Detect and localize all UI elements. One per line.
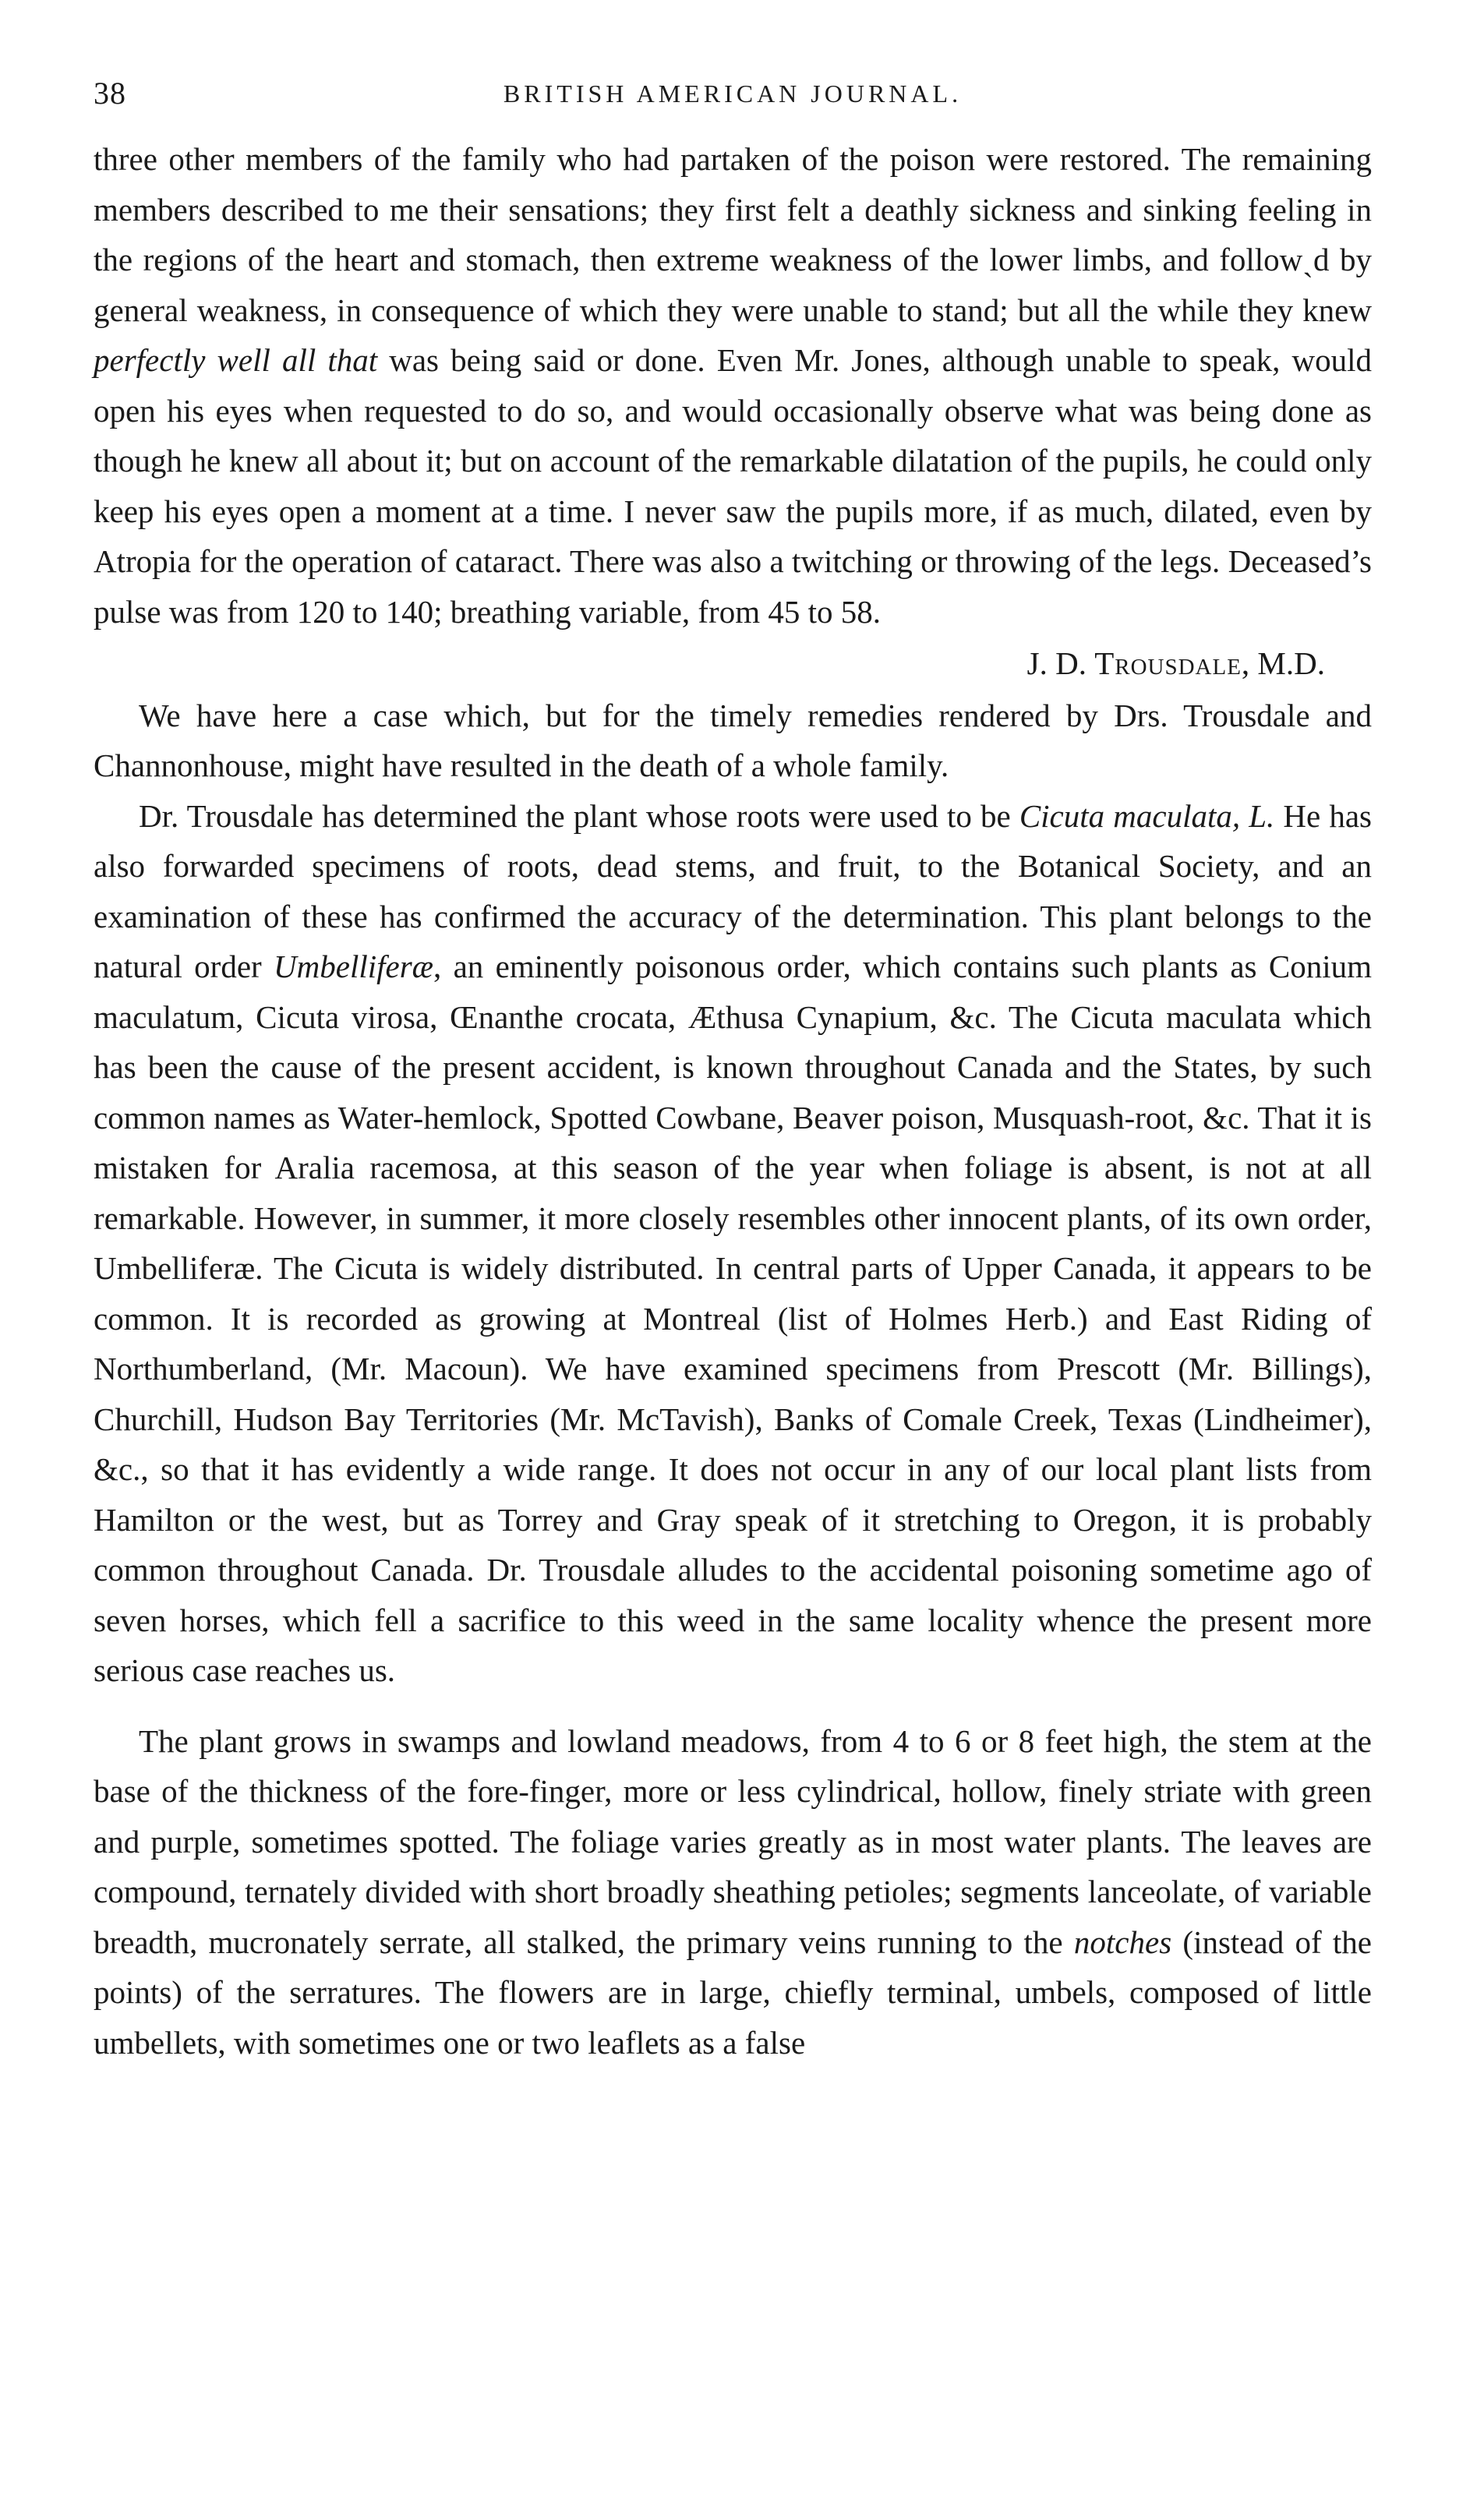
article-body: [94, 134, 1372, 2068]
italic-run: Cicuta maculata, L.: [1019, 797, 1275, 834]
text-run: The plant grows in swamps and lowland meadows, from 4 to 6 or 8 feet high, the stem at the base of the thickness of the fore-finger, more or less cylindrical, hollow, finely striate with green and purple, sometimes spotted. The foliage varies greatly as in most water plants. The leaves are compound, ternately divided with short broadly sheathing petioles; segments lanceolate, of variable breadth, mucronately serrate, all stalked, the primary veins running to the: [94, 1722, 1372, 1960]
page-number: 38: [94, 76, 126, 111]
text-run: (instead of the points) of the serratures. The flowers are in large, chiefly terminal, umbels, composed of little umbellets, with sometimes one or two leaflets as a false: [94, 1923, 1372, 2061]
paragraph-plant-description: [94, 1716, 1372, 2068]
signature-initials: J. D.: [1026, 645, 1095, 681]
text-run: , an eminently poisonous order, which contains such plants as Conium maculatum, Cicuta virosa, Œnanthe crocata, Æthusa Cynapium, &c. The Cicuta maculata which has been the cause of the present accident, is known throughout Canada and the States, by such common names as Water-hemlock, Spotted Cowbane, Beaver poison, Musquash-root, &c. That it is mistaken for Aralia racemosa, at this season of the year when foliage is absent, is not at all remarkable. However, in summer, it more closely resembles other innocent plants, of its own order, Umbelliferæ. The Cicuta is widely distributed. In central parts of Upper Canada, it appears to be common. It is recorded as growing at Montreal (list of Holmes Herb.) and East Riding of Northumberland, (Mr. Macoun). We have examined specimens from Prescott (Mr. Billings), Churchill, Hudson Bay Territories (Mr. McTavish), Banks of Comale Creek, Texas (Lindheimer), &c., so that it has evidently a wide range. It does not occur in any of our local plant lists from Hamilton or the west, but as Torrey and Gray speak of it stretching to Oregon, it is probably common throughout Canada. Dr. Trousdale alludes to the accidental poisoning sometime ago of seven horses, which fell a sacrifice to this weed in the same locality whence the present more serious case reaches us.: [94, 948, 1372, 1688]
italic-run: perfectly well all that: [94, 342, 378, 378]
paragraph-case-summary: We have here a case which, but for the timely remedies rendered by Drs. Trousdale and Channonhouse, might have resulted in the death of a whole family.: [94, 697, 1372, 783]
text-run: three other members of the family who had partaken of the poison were restored. The remaining members described to me their sensations; they first felt a deathly sickness and sinking feeling in the regions of the heart and stomach, then extreme weakness of the lower limbs, and followˏd by general weakness, in consequence of which they were unable to stand; but all the while they knew: [94, 141, 1372, 328]
italic-run: notches: [1073, 1923, 1172, 1960]
signature: [94, 638, 1372, 689]
text-run: Dr. Trousdale has determined the plant whose roots were used to be: [139, 797, 1019, 834]
journal-title: BRITISH AMERICAN JOURNAL.: [503, 79, 963, 108]
text-run: was being said or done. Even Mr. Jones, although unable to speak, would open his eyes when requested to do so, and would occasionally observe what was being done as though he knew all about it; but on account of the remarkable dilatation of the pupils, he could only keep his eyes open a moment at a time. I never saw the pupils more, if as much, dilated, even by Atropia for the operation of cataract. There was also a twitching or throwing of the legs. Deceased’s pulse was from 120 to 140; breathing variable, from 45 to 58.: [94, 342, 1373, 630]
journal-page: [94, 75, 1372, 2068]
text-run: He has also forwarded specimens of roots, dead stems, and fruit, to the Botanical Society, and an examination of these has confirmed the accuracy of the determination. This plant belongs to the natural order: [94, 797, 1372, 984]
signature-name: Trousdale: [1094, 645, 1242, 681]
italic-run: Umbelliferæ: [274, 948, 434, 984]
signature-suffix: , M.D.: [1241, 645, 1325, 681]
paragraph-report-continued: [94, 134, 1372, 637]
paragraph-plant-determination: [94, 791, 1372, 1696]
running-head: [94, 75, 1372, 122]
